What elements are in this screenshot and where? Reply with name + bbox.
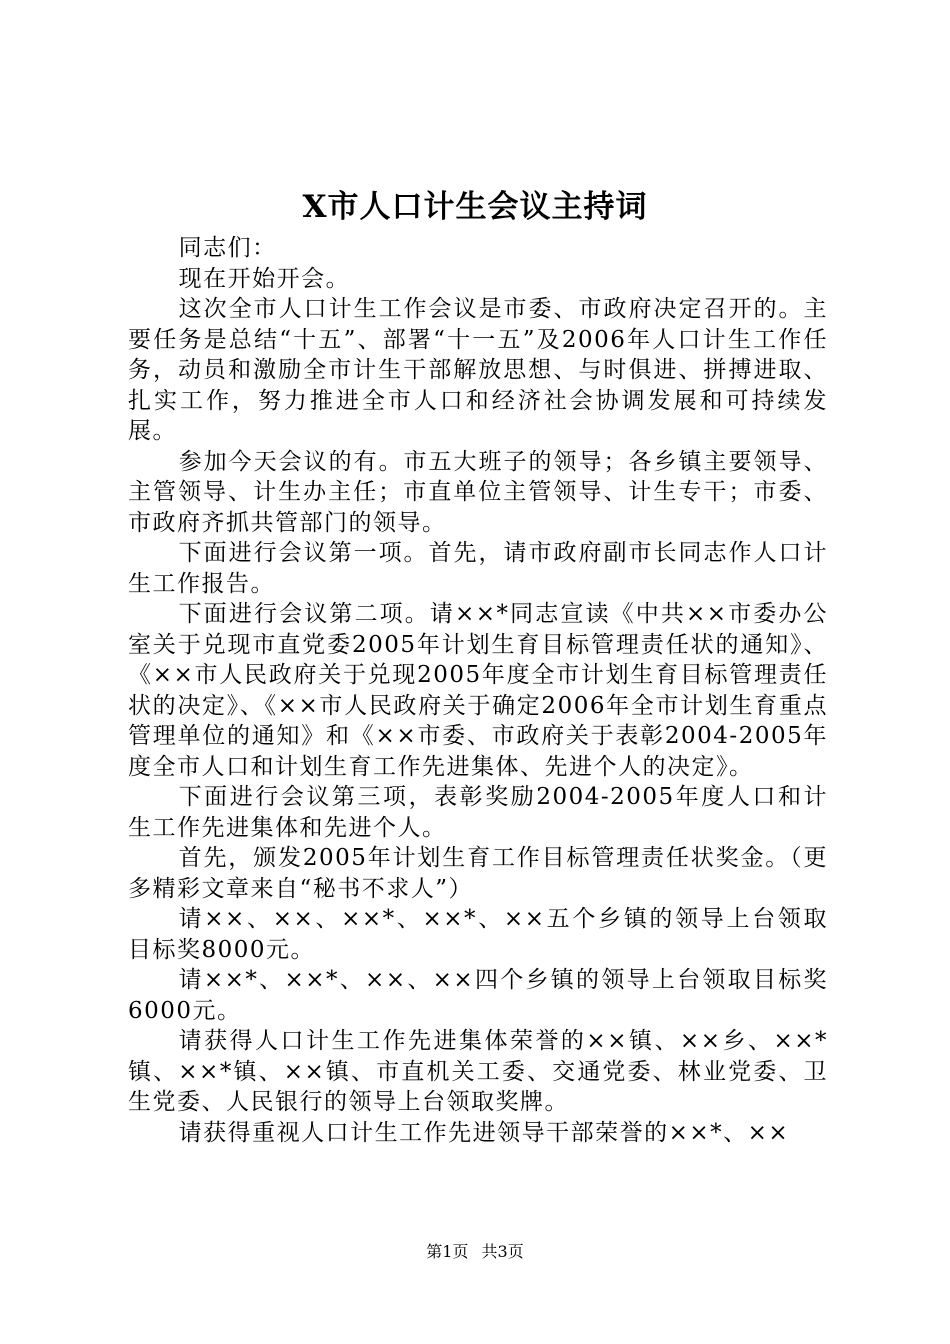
- paragraph-award-8000: 请××、××、××*、××*、××五个乡镇的领导上台领取目标奖8000元。: [128, 906, 828, 963]
- document-title: X市人口计生会议主持词: [302, 189, 648, 225]
- paragraph-greeting: 同志们：: [178, 235, 277, 261]
- page-footer: [0, 1240, 950, 1264]
- paragraph-purpose: 这次全市人口计生工作会议是市委、市政府决定召开的。主要任务是总结“十五”、部署“十一五”及2006年人口计生工作任务，动员和激励全市计生干部解放思想、与时俱进、拼搏进取、扎实工作，努力推进全市人口和经济社会协调发展和可持续发展。: [128, 296, 828, 444]
- paragraph-leader-award: 请获得重视人口计生工作先进领导干部荣誉的××*、××: [178, 1119, 790, 1146]
- paragraph-item-one: 下面进行会议第一项。首先，请市政府副市长同志作人口计生工作报告。: [128, 540, 828, 597]
- paragraph-collective-award: 请获得人口计生工作先进集体荣誉的××镇、××乡、××*镇、××*镇、××镇、市直机关工委、交通党委、林业党委、卫生党委、人民银行的领导上台领取奖牌。: [128, 1028, 828, 1115]
- paragraph-opening: 现在开始开会。: [178, 265, 351, 292]
- paragraph-item-two: 下面进行会议第二项。请××*同志宣读《中共××市委办公室关于兑现市直党委2005年计划生育目标管理责任状的通知》、《××市人民政府关于兑现2005年度全市计划生育目标管理责任状的决定》、《××市人民政府关于确定2006年全市计划生育重点管理单位的通知》和《××市委、市政府关于表彰2004-2005年度全市人口和计划生育工作先进集体、先进个人的决定》。: [128, 601, 828, 780]
- paragraph-attendees: 参加今天会议的有。市五大班子的领导；各乡镇主要领导、主管领导、计生办主任；市直单位主管领导、计生专干；市委、市政府齐抓共管部门的领导。: [128, 448, 828, 536]
- page-total: 共3页: [481, 1242, 524, 1261]
- paragraph-item-three: 下面进行会议第三项，表彰奖励2004-2005年度人口和计生工作先进集体和先进个人。: [128, 784, 828, 841]
- paragraph-award-6000: 请××*、××*、××、××四个乡镇的领导上台领取目标奖6000元。: [128, 967, 828, 1024]
- document-body: [128, 233, 828, 1148]
- paragraph-bonus: 首先，颁发2005年计划生育工作目标管理责任状奖金。（更多精彩文章来自“秘书不求人”）: [128, 845, 828, 902]
- page-number: 第1页: [426, 1242, 469, 1261]
